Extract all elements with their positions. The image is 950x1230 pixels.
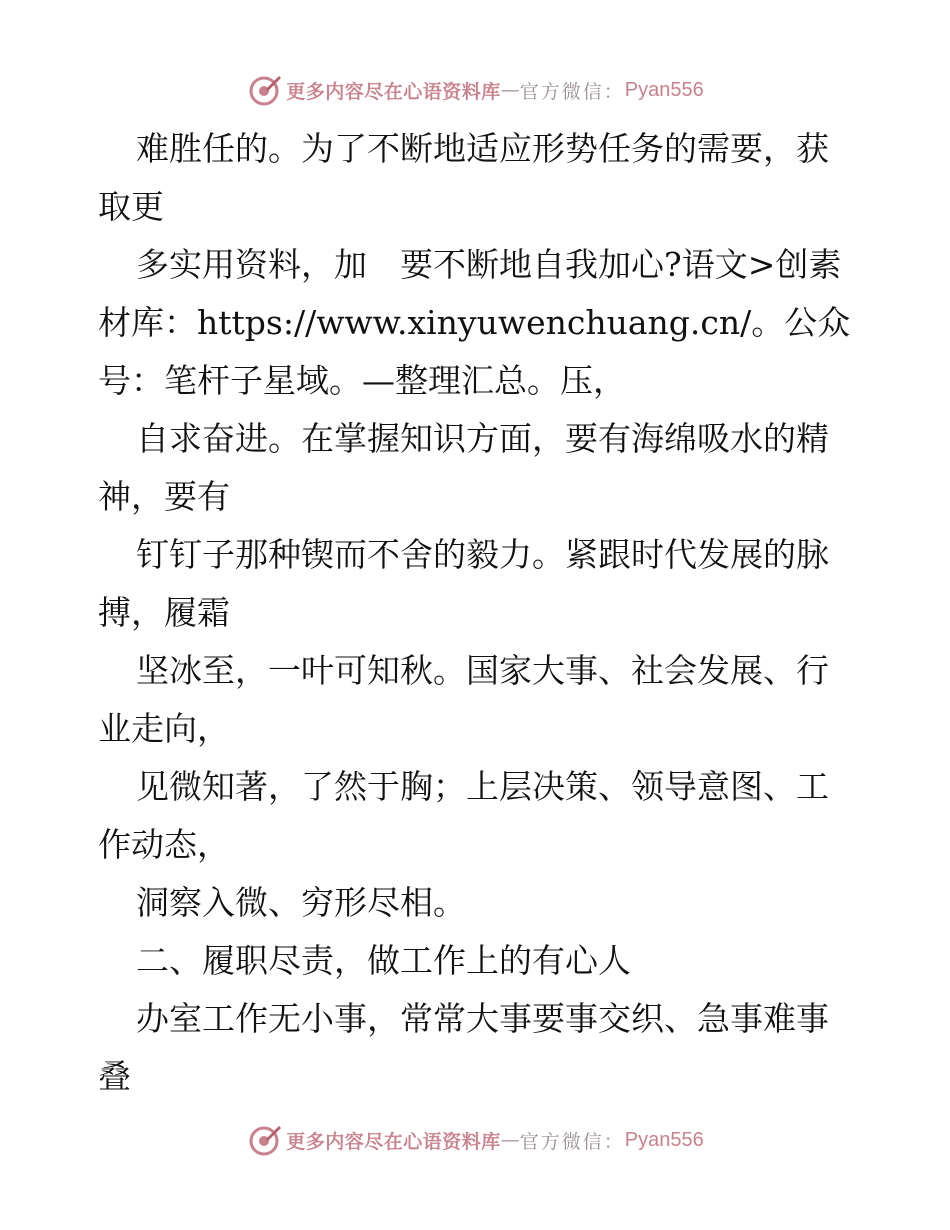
footer-official-label: 官方微信： — [519, 1130, 625, 1153]
body-line: 多实用资料，加 要不断地自我加心?语文>创素 — [136, 245, 842, 284]
body-line: 洞察入微、穷形尽相。 — [136, 883, 466, 922]
footer-banner — [0, 1120, 950, 1160]
body-line: 自求奋进。在掌握知识方面，要有海绵吸水的精 — [136, 419, 829, 458]
body-line: 取更 — [98, 187, 164, 226]
body-line: 难胜任的。为了不断地适应形势任务的需要，获 — [136, 129, 829, 168]
body-line: 神，要有 — [98, 477, 230, 516]
body-line: 搏，履霜 — [98, 593, 230, 632]
header-official-label: 官方微信： — [519, 80, 625, 103]
footer-wechat-id: Pyan556 — [624, 1128, 704, 1151]
body-line: 叠 — [98, 1057, 131, 1096]
body-line: 材库：https://www.xinyuwenchuang.cn/。公众 — [98, 303, 851, 342]
body-line: 见微知著，了然于胸；上层决策、领导意图、工 — [136, 767, 829, 806]
body-line: 业走向， — [98, 709, 230, 748]
body-line: 坚冰至，一叶可知秋。国家大事、社会发展、行 — [136, 651, 829, 690]
brand-logo-icon — [246, 72, 282, 108]
header-brand-text: 更多内容尽在心语资料库 — [286, 80, 501, 103]
section-heading: 二、履职尽责，做工作上的有心人 — [136, 941, 631, 980]
brand-logo-icon — [246, 1122, 282, 1158]
header-dash: — — [500, 79, 520, 101]
body-line: 钉钉子那种锲而不舍的毅力。紧跟时代发展的脉 — [136, 535, 829, 574]
body-line: 办室工作无小事，常常大事要事交织、急事难事 — [136, 999, 829, 1038]
document-body — [98, 120, 858, 1106]
header-wechat-id: Pyan556 — [624, 78, 704, 101]
footer-dash: — — [500, 1129, 520, 1151]
body-line: 作动态， — [98, 825, 230, 864]
footer-brand-text: 更多内容尽在心语资料库 — [286, 1130, 501, 1153]
header-banner — [0, 70, 950, 110]
body-line: 号：笔杆子星域。—整理汇总。压， — [98, 361, 626, 400]
